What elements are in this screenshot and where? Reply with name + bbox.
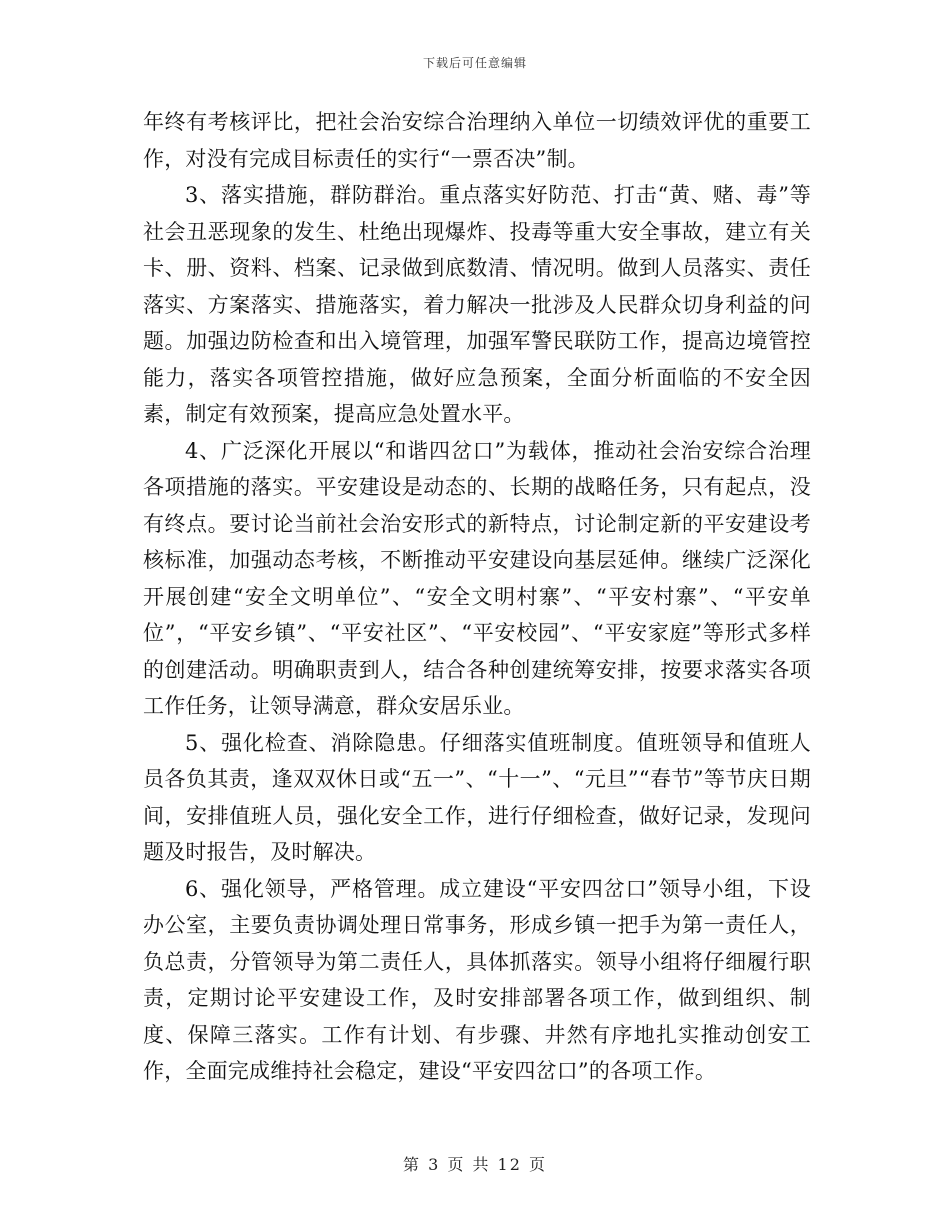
page-number-footer: 第 3 页 共 12 页	[403, 1155, 547, 1174]
paragraph-item-5: 5、强化检查、消除隐患。仔细落实值班制度。值班领导和值班人员各负其责，逢双双休日或“五一”、“十一”、“元旦”“春节”等节庆日期间，安排值班人员，强化安全工作，进行仔细检查，做好记录，发现问题及时报告，及时解决。	[143, 730, 811, 864]
paragraph-item-3: 3、落实措施，群防群治。重点落实好防范、打击“黄、赌、毒”等社会丑恶现象的发生、杜绝出现爆炸、投毒等重大安全事故，建立有关卡、册、资料、档案、记录做到底数清、情况明。做到人员落实、责任落实、方案落实、措施落实，着力解决一批涉及人民群众切身利益的问题。加强边防检查和出入境管理，加强军警民联防工作，提高边境管控能力，落实各项管控措施，做好应急预案，全面分析面临的不安全因素，制定有效预案，提高应急处置水平。	[143, 183, 811, 426]
paragraph-item-4: 4、广泛深化开展以“和谐四岔口”为载体，推动社会治安综合治理各项措施的落实。平安建设是动态的、长期的战略任务，只有起点，没有终点。要讨论当前社会治安形式的新特点，讨论制定新的平安建设考核标准，加强动态考核，不断推动平安建设向基层延伸。继续广泛深化开展创建“安全文明单位”、“安全文明村寨”、“平安村寨”、“平安单位”，“平安乡镇”、“平安社区”、“平安校园”、“平安家庭”等形式多样的创建活动。明确职责到人，结合各种创建统筹安排，按要求落实各项工作任务，让领导满意，群众安居乐业。	[143, 438, 811, 718]
page-header: 下载后可任意编辑	[422, 56, 527, 70]
paragraph-item-6: 6、强化领导，严格管理。成立建设“平安四岔口”领导小组，下设办公室，主要负责协调处理日常事务，形成乡镇一把手为第一责任人，负总责，分管领导为第二责任人，具体抓落实。领导小组将仔细履行职责，定期讨论平安建设工作，及时安排部署各项工作，做到组织、制度、保障三落实。工作有计划、有步骤、井然有序地扎实推动创安工作，全面完成维持社会稳定，建设“平安四岔口”的各项工作。	[143, 876, 811, 1083]
document-body	[143, 104, 811, 1090]
paragraph-continuation: 年终有考核评比，把社会治安综合治理纳入单位一切绩效评优的重要工作，对没有完成目标责任的实行“一票否决”制。	[143, 110, 811, 171]
